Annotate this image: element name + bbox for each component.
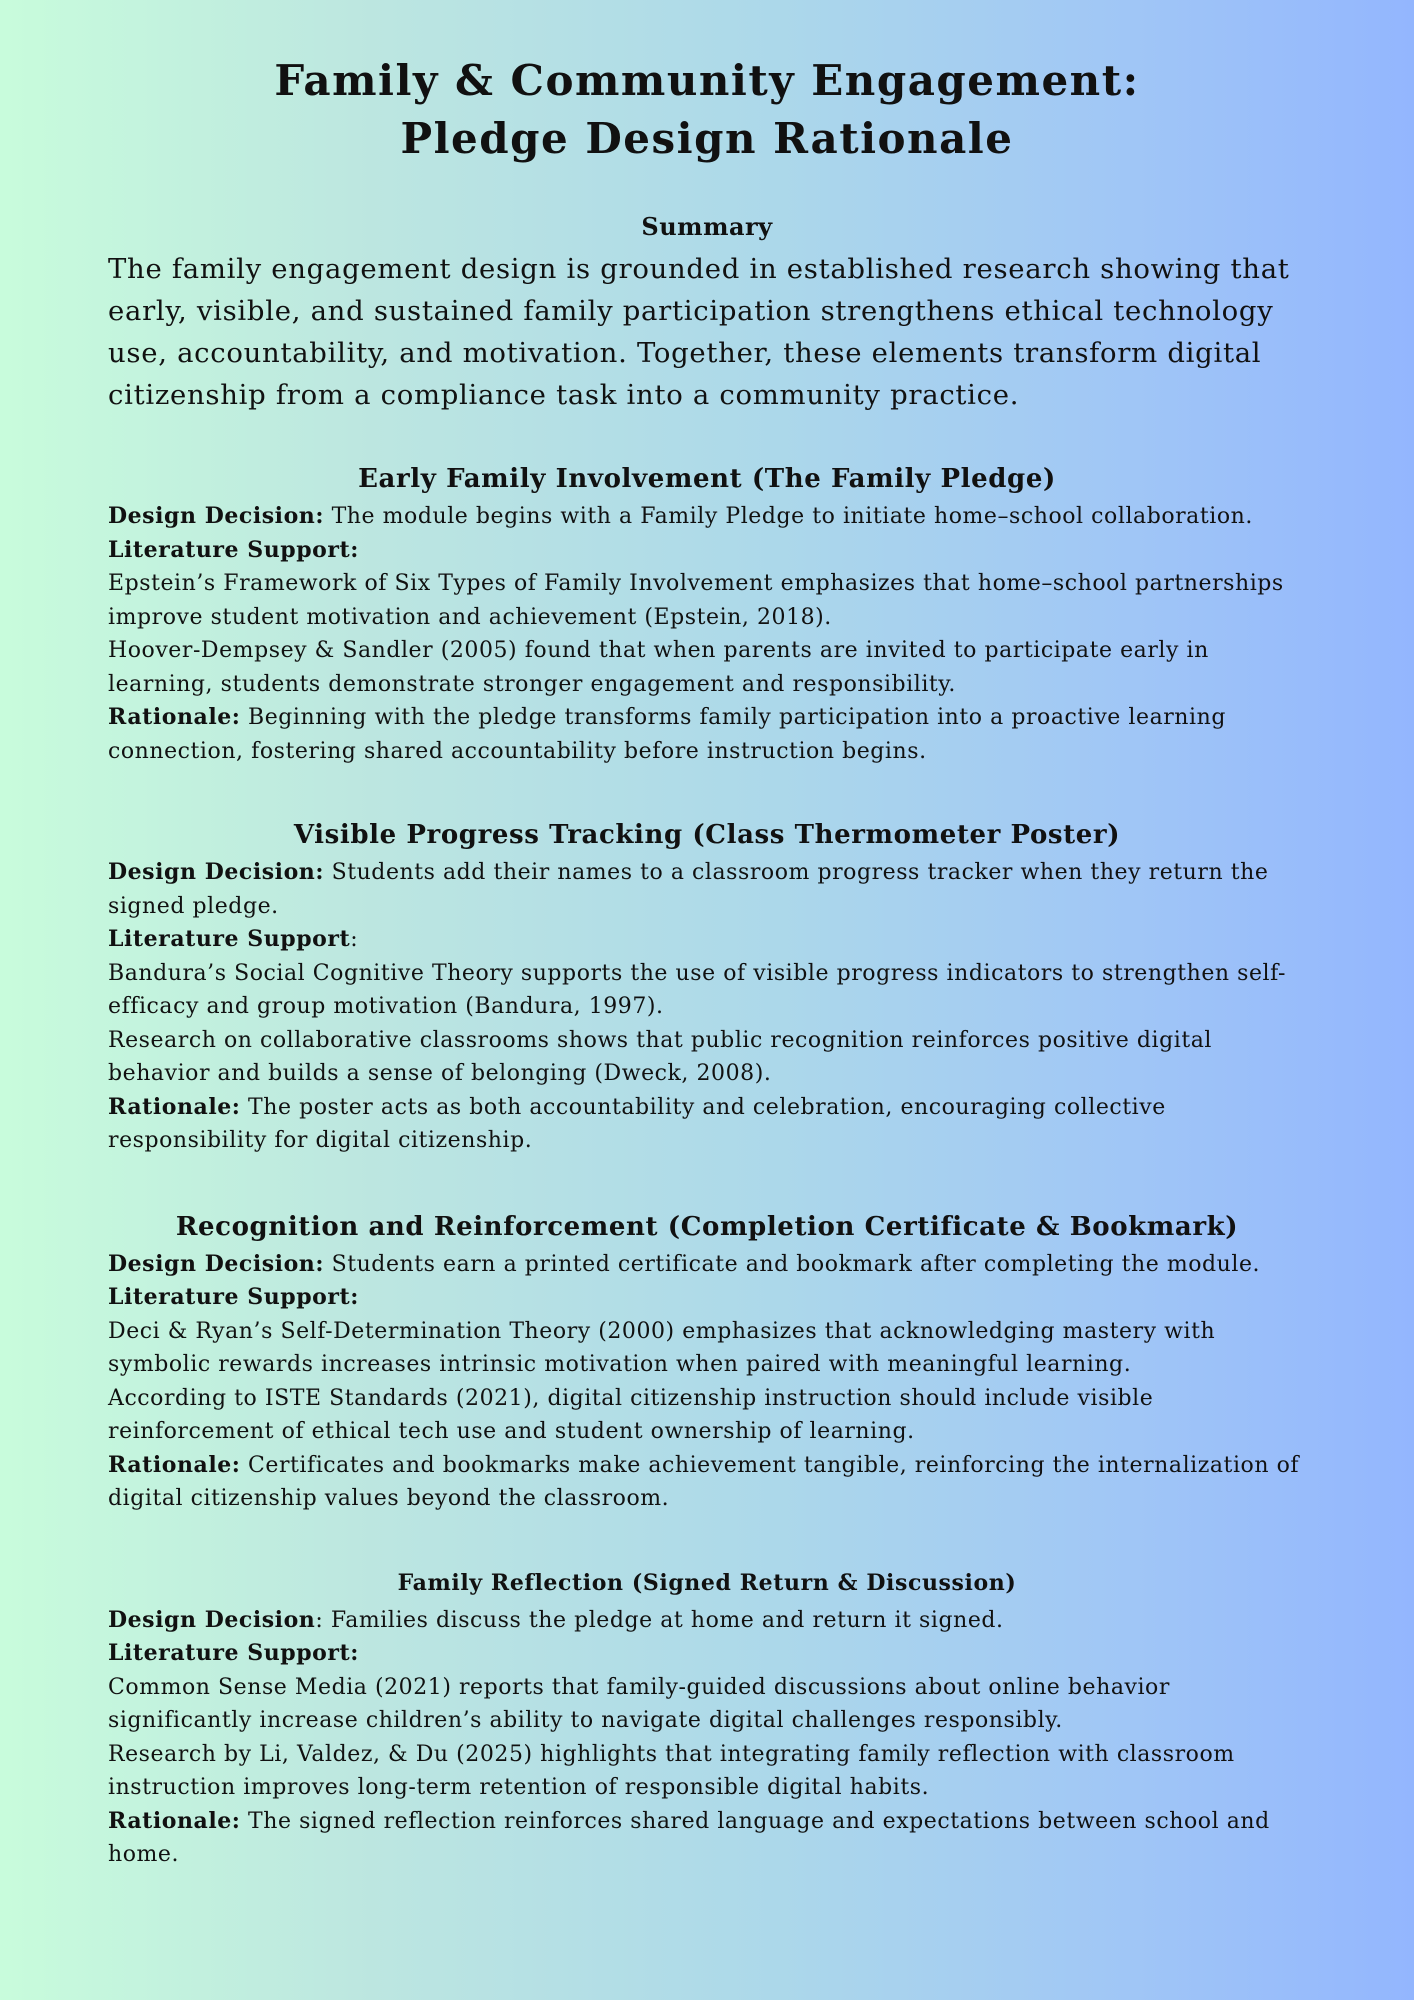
literature-support-label: Literature Support: [108,1284,359,1310]
literature-item: Hoover-Dempsey & Sandler (2005) found that when parents are invited to participate early in learning, students demonstrate stronger engagement and responsibility. [108,638,1209,697]
literature-item: Common Sense Media (2021) reports that family-guided discussions about online behavior significantly increase children’s ability to navigate digital challenges responsibly. [108,1674,1170,1733]
rationale-label: Rationale: [108,1807,241,1834]
summary-body: The family engagement design is grounded in established research showing that early, visible, and sustained family participation strengthens ethical technology use, accountability, and motivation. Together, these elements transform digital citizenship from a compliance task into a community practice. [108,253,1290,411]
section-heading: Visible Progress Tracking (Class Thermometer Poster) [293,820,1121,850]
title-line-1: Family & Community Engagement: [274,56,1140,105]
design-decision-text: Families discuss the pledge at home and return it signed. [330,1607,1004,1633]
section-early-family-involvement [108,462,1306,768]
design-decision [108,500,1306,534]
design-decision-label: Design Decision: [108,503,325,529]
design-decision-label: Design Decision: [108,1250,325,1277]
section-heading: Recognition and Reinforcement (Completion Certificate & Bookmark) [175,1211,1239,1242]
rationale [108,1091,1306,1158]
title-line-2: Pledge Design Rationale [400,114,1014,163]
rationale-label: Rationale: [108,704,241,730]
rationale-text: Certificates and bookmarks make achievement tangible, reinforcing the internalization of digital citizenship values beyond the classroom. [108,1452,1300,1511]
rationale-text: Beginning with the pledge transforms family participation into a proactive learning connection, fostering shared accountability before instruction begins. [108,705,1226,764]
design-decision [108,856,1306,923]
section-recognition-reinforcement [108,1210,1306,1516]
rationale-label: Rationale: [108,1093,241,1120]
design-decision-label: Design Decision [108,1606,316,1633]
section-visible-progress-tracking [108,818,1306,1158]
summary-section [108,212,1306,416]
literature-item: Research by Li, Valdez, & Du (2025) highlights that integrating family reflection with classroom instruction improves long-term retention of responsible digital habits. [108,1741,1235,1800]
literature-item: Epstein’s Framework of Six Types of Family Involvement emphasizes that home–school partnerships improve student motivation and achievement (Epstein, 2018). [108,571,1284,630]
summary-heading: Summary [641,212,773,241]
literature-item: Research on collaborative classrooms shows that public recognition reinforces positive digital behavior and builds a sense of belonging (Dweck, 2008). [108,1027,1213,1086]
rationale [108,701,1306,768]
literature-item: According to ISTE Standards (2021), digital citizenship instruction should include visible reinforcement of ethical tech use and student ownership of learning. [108,1385,1154,1444]
literature-support-label: Literature Support: [108,1640,359,1666]
literature-support-label: Literature Support: [108,926,359,952]
section-heading: Family Reflection (Signed Return & Discussion) [397,1569,1017,1596]
design-decision-text: Students earn a printed certificate and bookmark after completing the module. [331,1251,1261,1277]
design-decision-text: Students add their names to a classroom progress tracker when they return the signed pledge. [108,860,1269,919]
rationale [108,1449,1306,1516]
section-heading: Early Family Involvement (The Family Pledge) [358,464,1056,494]
literature-item: Bandura’s Social Cognitive Theory supports the use of visible progress indicators to strengthen self-efficacy and group motivation (Bandura, 1997). [108,960,1287,1019]
rationale-text: The poster acts as both accountability and celebration, encouraging collective responsibility for digital citizenship. [108,1094,1166,1153]
rationale-text: The signed reflection reinforces shared language and expectations between school and home. [108,1808,1270,1867]
literature-support-label: Literature Support: [108,536,359,563]
section-family-reflection [108,1566,1306,1872]
design-decision: Design Decision: Families discuss the pledge at home and return it signed. [108,1606,1004,1633]
rationale-label: Rationale: [108,1451,241,1478]
rationale [108,1805,1306,1872]
design-decision-label: Design Decision: [108,859,325,885]
design-decision-text: The module begins with a Family Pledge to initiate home–school collaboration. [331,504,1253,529]
literature-item: Deci & Ryan’s Self-Determination Theory (2000) emphasizes that acknowledging mastery with symbolic rewards increases intrinsic motivation when paired with meaningful learning. [108,1318,1216,1377]
page-title [108,0,1306,168]
design-decision [108,1248,1306,1282]
